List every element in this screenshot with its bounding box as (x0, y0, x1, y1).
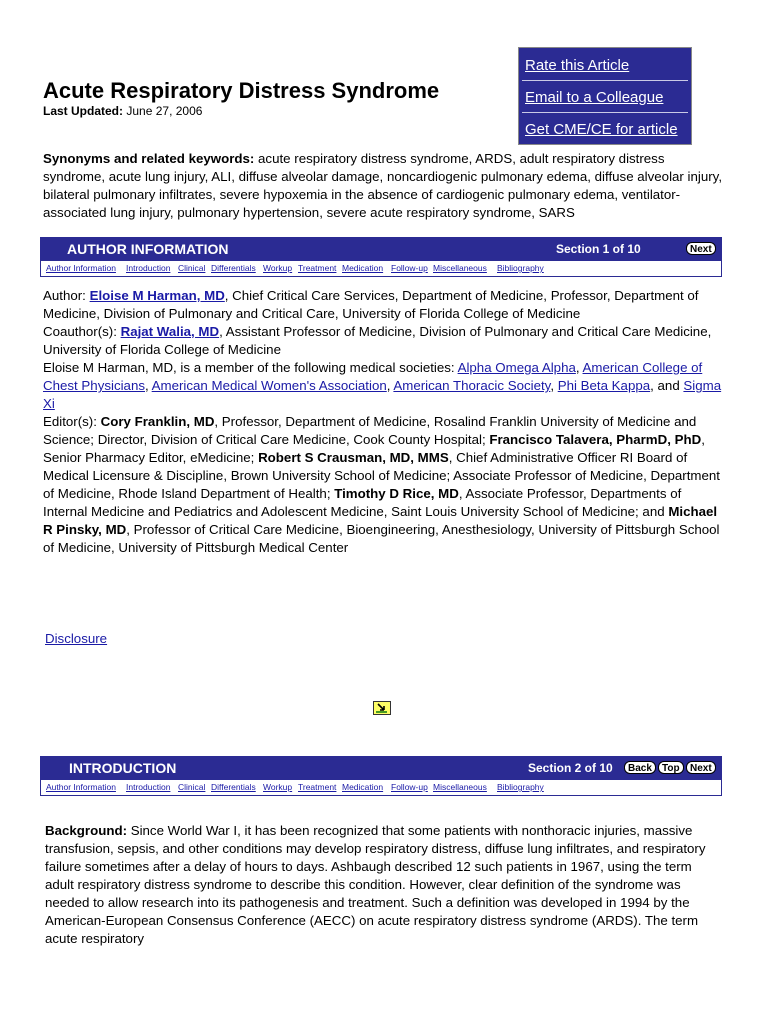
nav-differentials[interactable]: Differentials (211, 263, 256, 273)
nav-treatment[interactable]: Treatment (298, 782, 337, 792)
nav-differentials[interactable]: Differentials (211, 782, 256, 792)
section-header-introduction (40, 756, 722, 780)
last-updated (43, 104, 202, 118)
editor-name: Cory Franklin, MD (100, 414, 215, 429)
editors-label: Editor(s): (43, 414, 101, 429)
coauthor-description: , Assistant Professor of Medicine, Division of Pulmonary and Critical Care Medicine, University of Florida College of Medicine (43, 324, 712, 357)
divider (522, 80, 688, 81)
authors-paragraph: Author: Eloise M Harman, MD, Chief Critical Care Services, Department of Medicine, Professor, Department of Medicine, Division of Pulmonary and Critical Care, University of Florida College of Medicine Coauthor(s): Rajat Walia, MD, Assistant Professor of Medicine, Division of Pulmonary and Critical Care Medicine, University of Florida College of Medicine Eloise M Harman, MD, is a member of the following medical societies: Alpha Omega Alpha, American College of Chest Physicians, American Medical Women's Association, American Thoracic Society, Phi Beta Kappa, and Sigma Xi Editor(s): Cory Franklin, MD, Professor, Department of Medicine, Rosalind Franklin University of Medicine and Science; Director, Division of Critical Care Medicine, Cook County Hospital; Francisco Talavera, PharmD, PhD, Senior Pharmacy Editor, eMedicine; Robert S Crausman, MD, MMS, Chief Administrative Officer RI Board of Medical Licensure & Discipline, Brown University School of Medicine; Associate Professor of Medicine, Department of Medicine, Rhode Island Department of Health; Timothy D Rice, MD, Associate Professor, Departments of Internal Medicine and Pediatrics and Adolescent Medicine, Saint Louis University School of Medicine; and Michael R Pinsky, MD, Professor of Critical Care Medicine, Bioengineering, Anesthesiology, University of Pittsburgh School of Medicine, University of Pittsburgh Medical Center (43, 288, 722, 555)
disclosure-line (43, 630, 725, 648)
author-description: , Chief Critical Care Services, Department of Medicine, Professor, Department of Medicine, Division of Pulmonary and Critical Care, University of Florida College of Medicine (43, 288, 699, 321)
nav-follow-up[interactable]: Follow-up (391, 263, 428, 273)
page-title: Acute Respiratory Distress Syndrome (43, 78, 440, 103)
nav-author-information[interactable]: Author Information (46, 263, 116, 273)
nav-bibliography[interactable]: Bibliography (497, 782, 544, 792)
society-link[interactable]: American Medical Women's Association (151, 378, 387, 393)
editor-description: , Professor, Department of Medicine, Rosalind Franklin University of Medicine and Science; Director, Division of Critical Care Medicine, Cook County Hospital; (43, 414, 697, 447)
synonyms-paragraph (43, 150, 725, 222)
background-paragraph (45, 822, 723, 950)
editor-description: , Senior Pharmacy Editor, eMedicine; (43, 432, 705, 465)
editor-name: Timothy D Rice, MD (334, 486, 459, 501)
last-updated-date: June 27, 2006 (126, 104, 203, 118)
section-nav-strip (40, 780, 722, 796)
background-label: Background: (45, 823, 128, 838)
society-link[interactable]: Phi Beta Kappa (557, 378, 651, 393)
author-label: Author: (43, 288, 90, 303)
next-button[interactable]: Next (686, 761, 716, 774)
nav-miscellaneous[interactable]: Miscellaneous (433, 782, 487, 792)
nav-introduction[interactable]: Introduction (126, 263, 171, 273)
editor-name: Robert S Crausman, MD, MMS (258, 450, 449, 465)
editor-description: , Associate Professor, Departments of Internal Medicine and Pediatrics and Adolescent Medicine, Saint Louis University School of Medicine; and (43, 486, 682, 519)
get-cme-link[interactable]: Get CME/CE for article (525, 121, 678, 138)
coauthor-label: Coauthor(s): (43, 324, 121, 339)
back-button[interactable]: Back (624, 761, 656, 774)
coauthor-link[interactable]: Rajat Walia, MD (120, 324, 220, 339)
nav-workup[interactable]: Workup (263, 263, 293, 273)
nav-clinical[interactable]: Clinical (178, 263, 206, 273)
synonyms-label: Synonyms and related keywords: (43, 151, 255, 166)
back-to-top-icon[interactable] (373, 701, 391, 715)
last-updated-label: Last Updated: (43, 104, 124, 118)
society-link[interactable]: Alpha Omega Alpha (457, 360, 576, 375)
editor-name: Michael R Pinsky, MD (43, 504, 718, 537)
society-link[interactable]: Sigma Xi (43, 378, 722, 411)
nav-workup[interactable]: Workup (263, 782, 293, 792)
top-button[interactable]: Top (658, 761, 684, 774)
nav-bibliography[interactable]: Bibliography (497, 263, 544, 273)
society-link[interactable]: American College of Chest Physicians (43, 360, 703, 393)
nav-miscellaneous[interactable]: Miscellaneous (433, 263, 487, 273)
nav-follow-up[interactable]: Follow-up (391, 782, 428, 792)
section-nav-strip (40, 261, 722, 277)
nav-medication[interactable]: Medication (342, 263, 384, 273)
nav-introduction[interactable]: Introduction (126, 782, 171, 792)
editor-description: , Professor of Critical Care Medicine, Bioengineering, Anesthesiology, University of Pittsburgh School of Medicine, University of Pittsburgh Medical Center (43, 522, 720, 555)
next-button[interactable]: Next (686, 242, 716, 255)
section-title: INTRODUCTION (69, 760, 177, 776)
section-title: AUTHOR INFORMATION (67, 241, 229, 257)
society-link[interactable]: American Thoracic Society (393, 378, 551, 393)
divider (522, 112, 688, 113)
nav-clinical[interactable]: Clinical (178, 782, 206, 792)
background-text: Since World War I, it has been recognized that some patients with nonthoracic injuries, massive transfusion, sepsis, and other conditions may develop respiratory distress, diffuse lung infiltrates, and respiratory failure sometimes after a delay of hours to days. Ashbaugh described 12 such patients in 1967, using the term adult respiratory distress syndrome to describe this condition. However, clear definition of the syndrome was needed to allow research into its pathogenesis and treatment. Such a definition was developed in 1994 by the American-European Consensus Conference (AECC) on acute respiratory distress syndrome (ARDS). The term acute respiratory (45, 823, 706, 946)
email-colleague-link[interactable]: Email to a Colleague (525, 89, 664, 106)
nav-medication[interactable]: Medication (342, 782, 384, 792)
nav-author-information[interactable]: Author Information (46, 782, 116, 792)
editor-name: Francisco Talavera, PharmD, PhD (489, 432, 702, 447)
author-link[interactable]: Eloise M Harman, MD (89, 288, 225, 303)
section-counter: Section 2 of 10 (528, 761, 613, 775)
disclosure-link[interactable]: Disclosure (45, 631, 108, 646)
section-header-author-information (40, 237, 722, 261)
societies-and: , and (650, 378, 684, 393)
section-counter: Section 1 of 10 (556, 242, 641, 256)
societies-intro: Eloise M Harman, MD, is a member of the following medical societies: (43, 360, 458, 375)
editor-description: , Chief Administrative Officer RI Board of Medical Licensure & Discipline, Brown University School of Medicine; Associate Professor of Medicine, Department of Medicine, Rhode Island Department of Health; (43, 450, 720, 501)
article-actions-box (518, 47, 692, 145)
synonyms-text: acute respiratory distress syndrome, ARDS, adult respiratory distress syndrome, acute lung injury, ALI, diffuse alveolar damage, noncardiogenic pulmonary edema, diffuse alveolar injury, bilateral pulmonary infiltrates, severe hypoxemia in the absence of cardiogenic pulmonary edema, ventilator-associated lung injury, pulmonary hypertension, severe acute respiratory syndrome, SARS (43, 151, 723, 220)
nav-treatment[interactable]: Treatment (298, 263, 337, 273)
rate-article-link[interactable]: Rate this Article (525, 57, 630, 74)
